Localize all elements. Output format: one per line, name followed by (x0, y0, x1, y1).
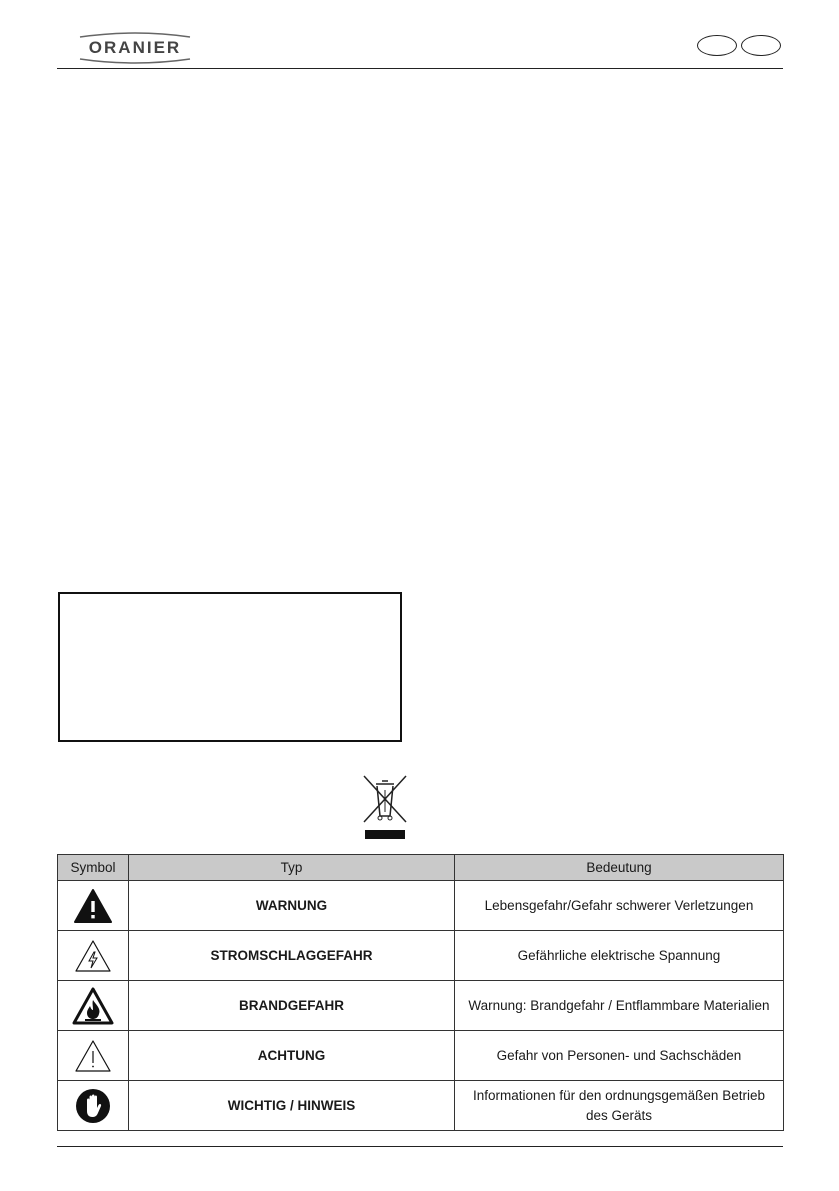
caution-triangle-icon (73, 1038, 113, 1074)
typ-cell: WICHTIG / HINWEIS (129, 1081, 455, 1131)
language-ovals (697, 35, 783, 57)
bedeutung-cell: Gefährliche elektrische Spannung (455, 931, 784, 981)
table-row (58, 1031, 784, 1081)
logo-text: ORANIER (88, 38, 182, 57)
header-typ: Typ (129, 855, 455, 881)
warning-filled-triangle-icon (73, 888, 113, 924)
crossed-out-bin-icon (360, 772, 410, 840)
header-bedeutung: Bedeutung (455, 855, 784, 881)
header-symbol: Symbol (58, 855, 129, 881)
table-header-row (58, 855, 784, 881)
empty-frame (58, 592, 402, 742)
bedeutung-cell: Informationen für den ordnungsgemäßen Betrieb des Geräts (455, 1081, 784, 1131)
symbol-cell (58, 881, 129, 931)
symbol-cell (58, 981, 129, 1031)
electric-shock-triangle-icon (73, 938, 113, 974)
oranier-logo (60, 30, 210, 66)
fire-triangle-icon (72, 987, 114, 1025)
table-row (58, 881, 784, 931)
table-row (58, 1081, 784, 1131)
symbol-cell (58, 931, 129, 981)
bedeutung-cell: Lebensgefahr/Gefahr schwerer Verletzungen (455, 881, 784, 931)
typ-cell: BRANDGEFAHR (129, 981, 455, 1031)
footer-rule (57, 1146, 783, 1147)
stop-hand-icon (74, 1087, 112, 1125)
table-row (58, 981, 784, 1031)
language-oval-right (741, 35, 781, 56)
safety-symbol-table (57, 854, 784, 1131)
typ-cell: WARNUNG (129, 881, 455, 931)
language-oval-left (697, 35, 737, 56)
typ-cell: STROMSCHLAGGEFAHR (129, 931, 455, 981)
typ-cell: ACHTUNG (129, 1031, 455, 1081)
bedeutung-cell: Gefahr von Personen- und Sachschäden (455, 1031, 784, 1081)
bedeutung-cell: Warnung: Brandgefahr / Entflammbare Materialien (455, 981, 784, 1031)
header-rule (57, 68, 783, 69)
table-row (58, 931, 784, 981)
symbol-cell (58, 1031, 129, 1081)
symbol-cell (58, 1081, 129, 1131)
